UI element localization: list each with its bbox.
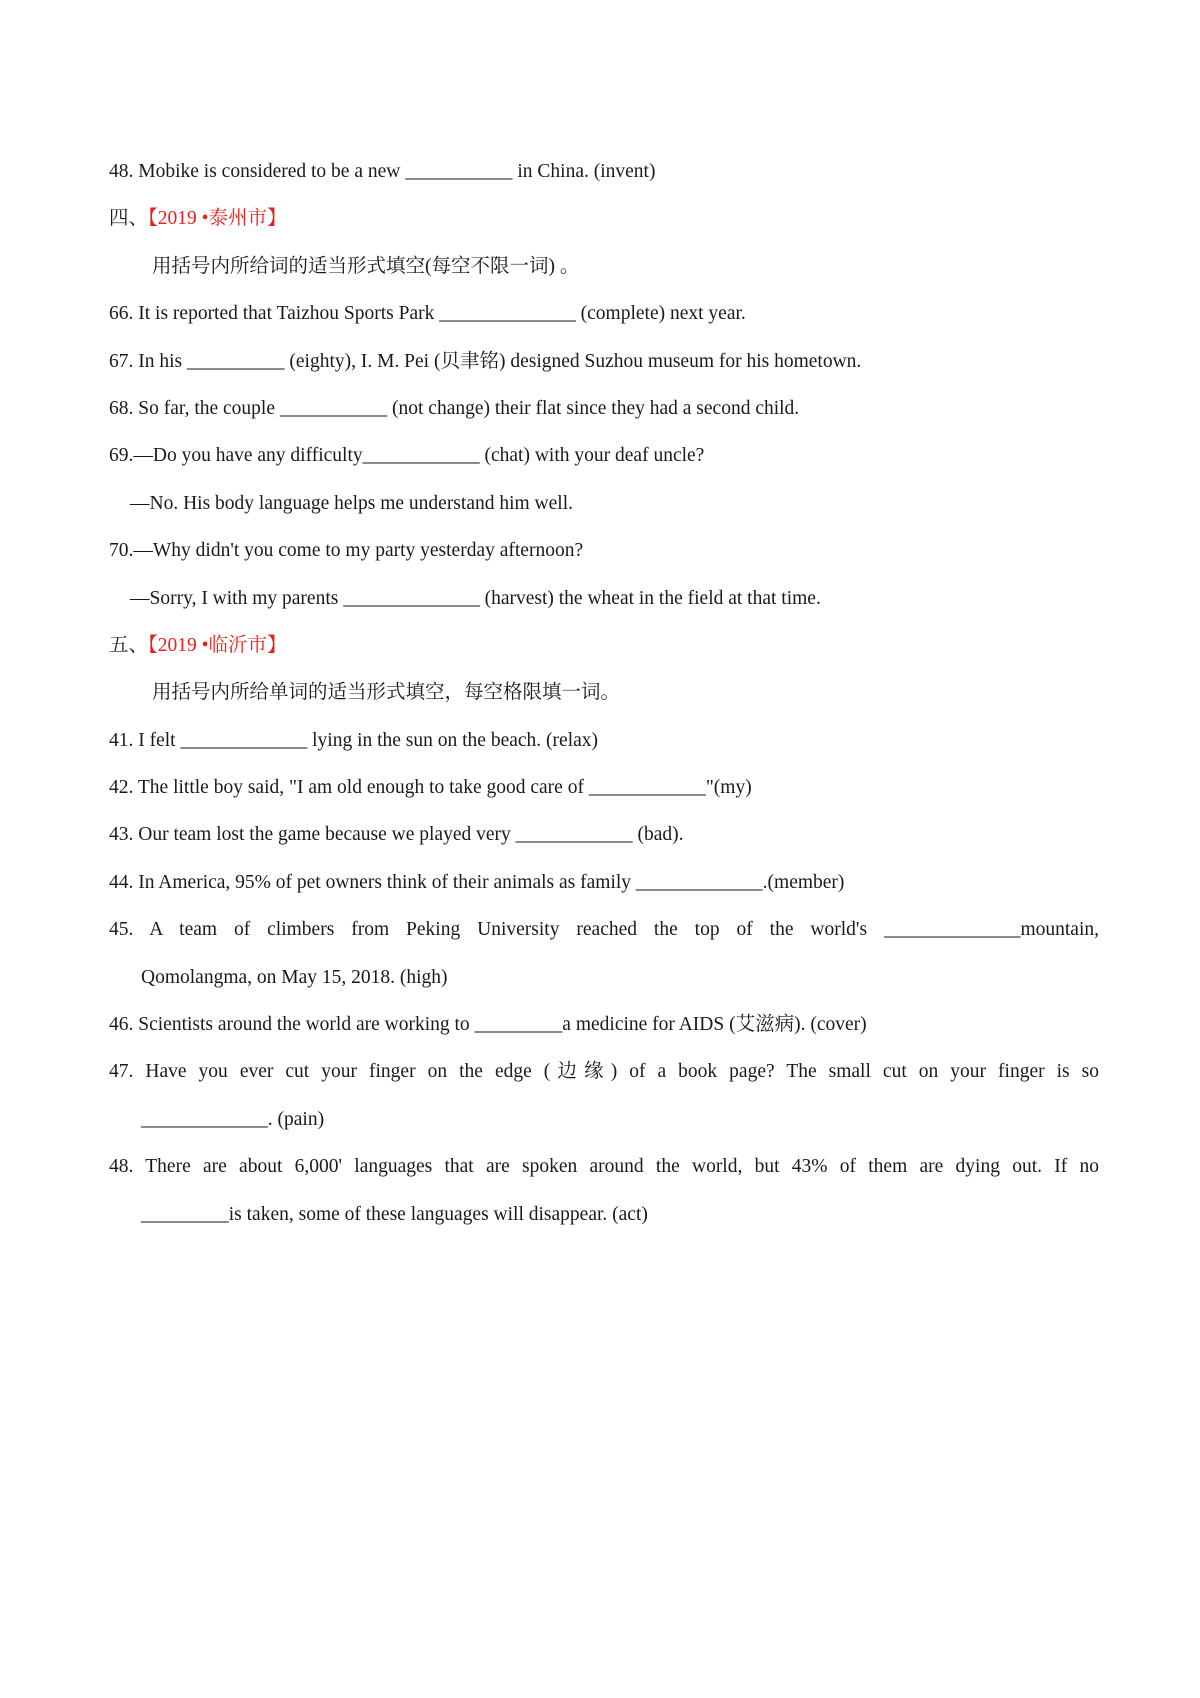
question-41: 41. I felt _____________ lying in the sun on the beach. (relax) <box>109 729 599 751</box>
section-4-source-tag: 【2019 •泰州市】 <box>148 208 287 230</box>
question-45-line-2: Qomolangma, on May 15, 2018. (high) <box>141 966 448 988</box>
question-69: 69.—Do you have any difficulty____________ (chat) with your deaf uncle? <box>109 445 705 467</box>
question-70: 70.—Why didn't you come to my party yesterday afternoon? <box>109 540 584 562</box>
question-48-line-1: 48. There are about 6,000' languages that are spoken around the world, but 43% of them are dying out. If no <box>109 1156 1099 1178</box>
section-4-instruction: 用括号内所给词的适当形式填空(每空不限一词) 。 <box>152 255 580 277</box>
question-70-reply: —Sorry, I with my parents ______________ (harvest) the wheat in the field at that time. <box>130 587 821 609</box>
question-68: 68. So far, the couple ___________ (not change) their flat since they had a second child. <box>109 397 800 419</box>
question-47-line-2: _____________. (pain) <box>141 1108 325 1130</box>
section-4-heading <box>109 195 1099 242</box>
question-47-line-1: 47. Have you ever cut your finger on the edge (边缘) of a book page? The small cut on your finger is so <box>109 1061 1099 1083</box>
question-43: 43. Our team lost the game because we played very ____________ (bad). <box>109 824 684 846</box>
question-45-line-1: 45. A team of climbers from Peking University reached the top of the world's ______________mountain, <box>109 919 1099 941</box>
exercise-content <box>109 148 1099 1238</box>
question-48-line-2: _________is taken, some of these languages will disappear. (act) <box>141 1203 648 1225</box>
question-46: 46. Scientists around the world are working to _________a medicine for AIDS (艾滋病). (cover) <box>109 1014 867 1036</box>
question-66: 66. It is reported that Taizhou Sports Park ______________ (complete) next year. <box>109 303 746 325</box>
section-5-instruction: 用括号内所给单词的适当形式填空，每空格限填一词。 <box>152 682 621 704</box>
question-69-reply: —No. His body language helps me understand him well. <box>130 492 574 514</box>
question-48-invent: 48. Mobike is considered to be a new ___________ in China. (invent) <box>109 161 656 182</box>
section-5-source-tag: 【2019 •临沂市】 <box>148 634 287 656</box>
section-4-numeral: 四、 <box>109 208 149 230</box>
section-5-heading <box>109 622 1099 669</box>
question-44: 44. In America, 95% of pet owners think of their animals as family _____________.(member) <box>109 871 845 893</box>
section-5-numeral: 五、 <box>109 634 149 656</box>
question-67: 67. In his __________ (eighty), I. M. Pei (贝聿铭) designed Suzhou museum for his hometown. <box>109 350 862 372</box>
question-42: 42. The little boy said, "I am old enough to take good care of ____________"(my) <box>109 777 752 799</box>
